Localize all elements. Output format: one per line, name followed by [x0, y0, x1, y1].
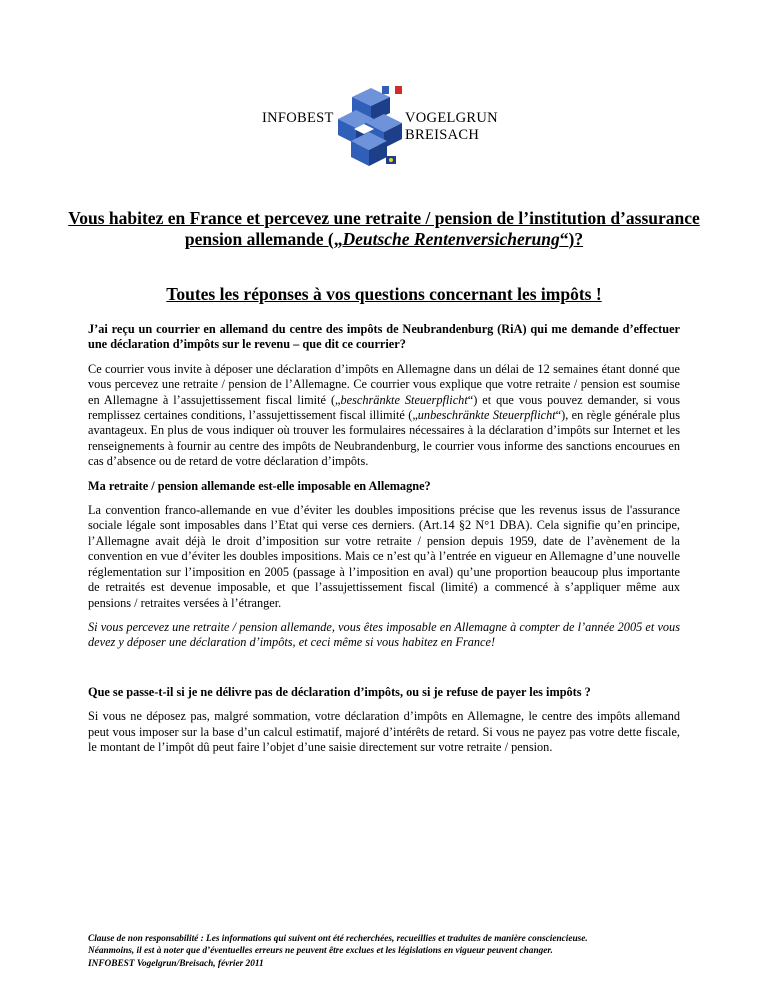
- answer-2: La convention franco-allemande en vue d’éviter les doubles impositions précise que les revenus issus de l'assurance sociale légale sont imposables dans l’Etat qui verse ces derniers. (Art.14 §2 N°1 DBA). Cela signifie qu’en principe, l’Allemagne avait déjà le droit d’imposition sur votre retraite / pension depuis 1959, date de l’avènement de la convention en vue d’éviter les doubles impositions. Mais ce n’est qu’à l’entrée en vigueur en Allemagne d’une nouvelle réglementation sur l’imposition en 2005 (passage à l’imposition en aval) qu’une proportion beaucoup plus importante de retraités est devenue imposable, et que l’assujettissement fiscal (limité) a commencé à s’appliquer même aux pensions / retraites versées à l’étranger.: [88, 503, 680, 610]
- main-title: [60, 208, 708, 250]
- title-part1: Vous habitez en France et percevez une retraite / pension de l’institution d’assurance pension allemande (: [68, 208, 700, 249]
- answer-3: Si vous ne déposez pas, malgré sommation, votre déclaration d’impôts en Allemagne, le centre des impôts allemand peut vous imposer sur la base d’un calcul estimatif, majoré d’intérêts de retard. Si vous ne payez pas votre dette fiscale, le montant de l’impôt dû peut faire l’objet d’une saisie directement sur votre retraite / pension.: [88, 709, 680, 754]
- answer-1-quote-close-1: “: [467, 392, 474, 407]
- logo-text-infobest: INFOBEST: [262, 110, 334, 126]
- question-2: Ma retraite / pension allemande est-elle imposable en Allemagne?: [88, 478, 431, 493]
- title-part2: )?: [568, 229, 584, 249]
- answer-1-quote-open-2: „: [412, 408, 418, 423]
- title-quote-close: “: [559, 229, 569, 249]
- logo-text-vogelgrun: VOGELGRUN: [405, 110, 498, 126]
- question-1: J’ai reçu un courrier en allemand du centre des impôts de Neubrandenburg (RiA) qui me demande d’effectuer une déclaration d’impôts sur le revenu – que dit ce courrier?: [88, 322, 680, 352]
- answer-1: [88, 362, 680, 470]
- title-quote-open: „: [333, 229, 343, 249]
- subtitle: Toutes les réponses à vos questions concernant les impôts !: [166, 284, 602, 304]
- infobest-logo: [262, 84, 512, 170]
- cube-logo-icon: [338, 84, 404, 168]
- answer-1-text-3: ), en règle générale plus avantageux. En plus de vous indiquer où trouver les formulaires nécessaires à la déclaration d’impôts sur Internet et les renseignements à fournir au centre des impôts de Neubrandenburg, le courrier vous informe des sanctions encourues en cas d’absence ou de retard de votre déclaration d’impôts.: [88, 408, 680, 469]
- answer-1-text-2: ) et que vous pouvez demander, si vous remplissez certaines conditions, l’assujettissement fiscal illimité (: [88, 392, 681, 423]
- answer-1-italic-2: unbeschränkte Steuerpflicht: [417, 408, 556, 423]
- answer-1-quote-close-2: “: [555, 408, 562, 423]
- question-3: Que se passe-t-il si je ne délivre pas de déclaration d’impôts, ou si je refuse de payer les impôts ?: [88, 684, 591, 699]
- logo-text-breisach: BREISACH: [405, 127, 480, 143]
- answer-1-quote-open-1: „: [335, 392, 341, 407]
- answer-2-note: Si vous percevez une retraite / pension allemande, vous êtes imposable en Allemagne à compter de l’année 2005 et vous devez y déposer une déclaration d’impôts, et ceci même si vous habitez en France!: [88, 619, 680, 650]
- disclaimer-line-3: INFOBEST Vogelgrun/Breisach, février 2011: [88, 958, 264, 969]
- title-italic: Deutsche Rentenversicherung: [342, 229, 560, 249]
- disclaimer-footer: [88, 933, 680, 970]
- answer-1-italic-1: beschränkte Steuerpflicht: [340, 392, 468, 407]
- disclaimer-line-2: Néanmoins, il est à noter que d’éventuelles erreurs ne peuvent être exclues et les législations en vigueur peuvent changer.: [88, 946, 553, 957]
- disclaimer-line-1: Clause de non responsabilité : Les informations qui suivent ont été recherchées, recueillies et traduites de manière consciencieuse.: [88, 934, 588, 944]
- answer-1-text-1: Ce courrier vous invite à déposer une déclaration d’impôts en Allemagne dans un délai de 12 semaines étant donné que vous percevez une retraite / pension de l’Allemagne. Ce courrier vous explique que votre retraite / pension est soumise en Allemagne à l’assujettissement fiscal limité (: [88, 361, 680, 407]
- logo-text-location: [405, 110, 498, 144]
- document-body: [88, 322, 680, 755]
